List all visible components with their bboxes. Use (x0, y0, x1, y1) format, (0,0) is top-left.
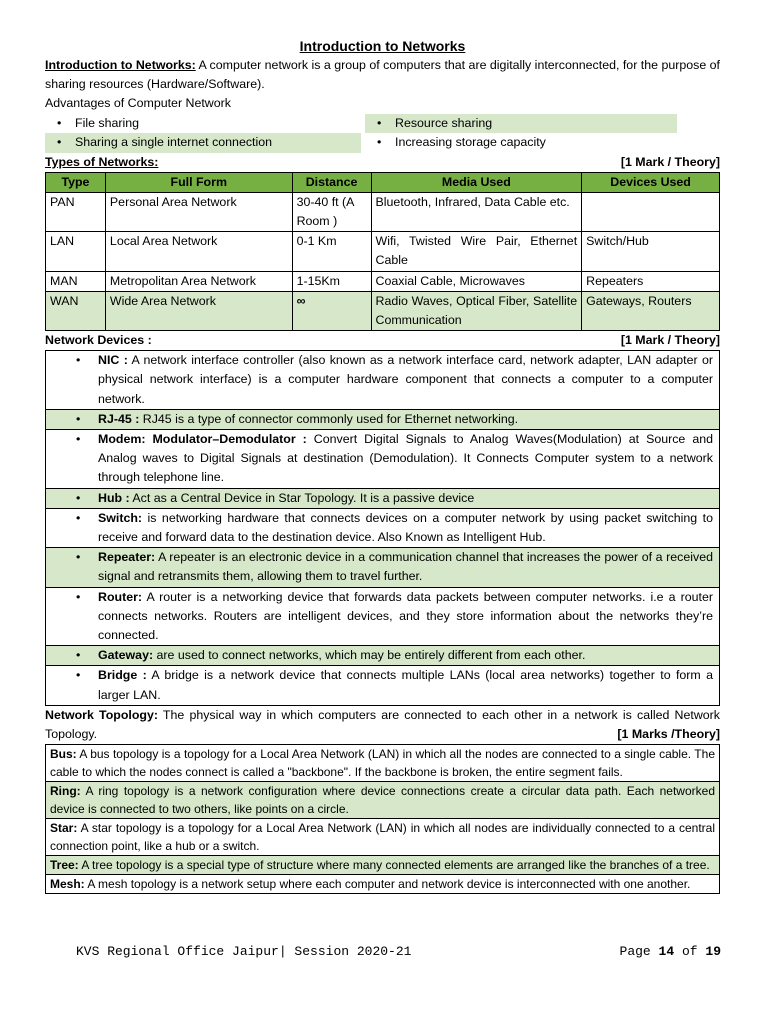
device-text: A network interface controller (also known as a network interface card, network adapter, LAN adapter or physical network interface) is a computer hardware component that connects a computer to a computer network. (98, 353, 713, 406)
types-heading: Types of Networks: (45, 154, 159, 169)
topology-text: A ring topology is a network configuration where device connections create a circular data path. Each networked device is connected to two others, like points on a circle. (50, 784, 715, 817)
table-cell: Wide Area Network (105, 291, 292, 330)
list-item (46, 819, 719, 856)
types-heading-row (45, 153, 720, 172)
advantages-heading: Advantages of Computer Network (45, 96, 231, 111)
list-item (46, 646, 719, 666)
table-cell: ∞ (292, 291, 371, 330)
network-types-table (45, 172, 720, 332)
table-cell: Metropolitan Area Network (105, 271, 292, 291)
topology-term: Tree: (50, 858, 79, 873)
topology-term: Bus: (50, 747, 77, 762)
topology-text: A tree topology is a special type of structure where many connected elements are arranged like the branches of a tree. (78, 858, 710, 873)
device-term: Router: (98, 589, 143, 604)
device-text: A router is a networking device that forwards data packets between computer networks. i.e a router connects networks. Routers are intelligent devices, and they store information about the networks they’re connected. (98, 589, 713, 643)
table-cell: Bluetooth, Infrared, Data Cable etc. (371, 192, 582, 231)
advantage-item: • File sharing (45, 114, 361, 134)
device-term: Repeater: (98, 550, 156, 565)
table-row (46, 232, 720, 271)
types-marks: [1 Mark / Theory] (620, 154, 720, 169)
device-term: Hub : (98, 490, 130, 505)
table-cell: Local Area Network (105, 232, 292, 271)
topology-list (45, 744, 720, 894)
table-cell: 30-40 ft (A Room ) (292, 192, 371, 231)
device-term: NIC : (98, 353, 128, 368)
topology-text: The physical way in which computers are connected to each other in a network is called Network Topology. (45, 707, 720, 742)
table-cell: Gateways, Routers (582, 291, 720, 330)
list-item (46, 588, 719, 647)
device-text: Act as a Central Device in Star Topology. It is a passive device (129, 490, 475, 505)
column-header: Full Form (105, 172, 292, 192)
table-cell: Personal Area Network (105, 192, 292, 231)
device-term: Gateway: (98, 648, 154, 663)
list-item (46, 351, 719, 410)
list-item (46, 430, 719, 489)
list-item (46, 856, 719, 875)
topology-marks: [1 Marks /Theory] (617, 727, 720, 742)
page-label: Page (619, 944, 651, 959)
table-cell: Coaxial Cable, Microwaves (371, 271, 582, 291)
table-header-row (46, 172, 720, 192)
table-cell: Wifi, Twisted Wire Pair, Ethernet Cable (371, 232, 582, 271)
topology-text: A star topology is a topology for a Local Area Network (LAN) in which all nodes are individually connected to a central connection point, like a hub or a switch. (50, 821, 715, 854)
page-number (620, 944, 721, 959)
device-text: RJ45 is a type of connector commonly used for Ethernet networking. (139, 411, 519, 426)
page-footer (76, 944, 721, 959)
document-page (45, 36, 720, 894)
column-header: Media Used (371, 172, 582, 192)
page-of: of (681, 944, 698, 959)
current-page: 14 (658, 944, 675, 959)
device-text: A repeater is an electronic device in a communication channel that increases the power of a received signal and retransmits them, allowing them to travel further. (98, 550, 713, 584)
column-header: Devices Used (582, 172, 720, 192)
intro-heading: Introduction to Networks: (45, 58, 196, 72)
advantages-list (45, 114, 720, 153)
table-cell: Switch/Hub (582, 232, 720, 271)
list-item (46, 782, 719, 819)
intro-text: A computer network is a group of computers that are digitally interconnected, for the purpose of sharing resources (Hardware/Software). (45, 58, 721, 92)
device-term: RJ-45 : (98, 411, 140, 426)
device-text: are used to connect networks, which may be entirely different from each other. (153, 648, 586, 663)
list-item (46, 548, 719, 587)
devices-heading: Network Devices : (45, 333, 152, 348)
advantage-item: • Increasing storage capacity (365, 133, 677, 153)
table-cell: MAN (46, 271, 106, 291)
device-term: Switch: (98, 510, 143, 525)
table-cell (582, 192, 720, 231)
device-text: A bridge is a network device that connects multiple LANs (local area networks) together to form a larger LAN. (98, 668, 714, 702)
devices-heading-row (45, 331, 720, 350)
list-item (46, 489, 719, 509)
table-cell: 1-15Km (292, 271, 371, 291)
footer-source: KVS Regional Office Jaipur| Session 2020-21 (76, 944, 412, 959)
topology-heading: Network Topology: (45, 707, 158, 722)
advantage-item: • Sharing a single internet connection (45, 133, 361, 153)
device-term: Modem: Modulator–Demodulator : (98, 432, 307, 447)
device-term: Bridge : (98, 668, 147, 683)
device-text: is networking hardware that connects devices on a computer network by using packet switching to receive and forward data to the destination device. Also Known as Intelligent Hub. (98, 510, 713, 545)
network-devices-list (45, 350, 720, 706)
page-title: Introduction to Networks (299, 38, 466, 54)
table-cell: 0-1 Km (292, 232, 371, 271)
table-row (46, 192, 720, 231)
table-row (46, 291, 720, 330)
devices-marks: [1 Mark / Theory] (620, 333, 720, 348)
table-cell: Radio Waves, Optical Fiber, Satellite Communication (371, 291, 582, 330)
topology-text: A mesh topology is a network setup where each computer and network device is interconnected with one another. (84, 877, 691, 892)
table-row (46, 271, 720, 291)
topology-term: Star: (50, 821, 78, 836)
device-text: Convert Digital Signals to Analog Waves(Modulation) at Source and Analog waves to Digital Signals at destination (Demodulation). It Connects Computer system to a network through telephone line. (98, 432, 713, 485)
table-cell: WAN (46, 291, 106, 330)
topology-paragraph (45, 706, 720, 744)
table-cell: PAN (46, 192, 106, 231)
topology-text: A bus topology is a topology for a Local Area Network (LAN) in which all the nodes are connected to a single cable. The cable to which the nodes connect is called a "backbone". If the backbone is broken, the entire segment fails. (50, 747, 715, 780)
table-cell: Repeaters (582, 271, 720, 291)
list-item (46, 509, 719, 548)
intro-paragraph (45, 56, 720, 94)
table-cell: LAN (46, 232, 106, 271)
column-header: Type (46, 172, 106, 192)
list-item (46, 666, 719, 704)
column-header: Distance (292, 172, 371, 192)
list-item (46, 875, 719, 893)
list-item (46, 745, 719, 782)
advantage-item: • Resource sharing (365, 114, 677, 134)
topology-term: Mesh: (50, 877, 85, 892)
list-item (46, 410, 719, 430)
total-pages: 19 (705, 944, 721, 959)
topology-term: Ring: (50, 784, 81, 799)
